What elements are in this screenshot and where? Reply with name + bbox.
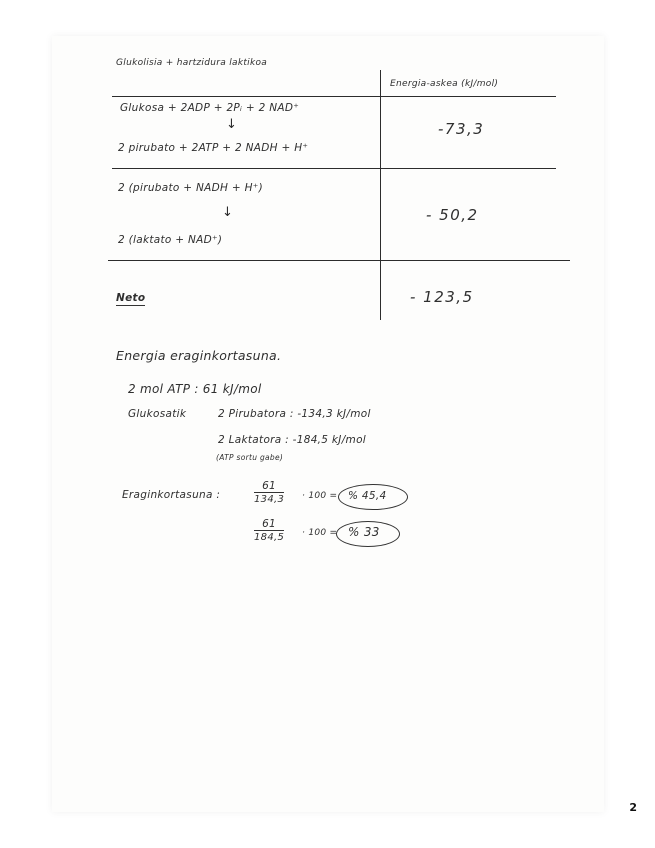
table-bottom-rule	[108, 260, 570, 261]
page-number: 2	[629, 801, 637, 814]
row2-energy: - 50,2	[426, 206, 479, 224]
calc2-fraction	[254, 518, 284, 543]
efficiency-title: Energia eraginkortasuna.	[116, 348, 282, 363]
calc1-multiply: · 100 =	[302, 491, 338, 501]
calc1-numerator: 61	[254, 480, 284, 493]
table-vertical-divider	[380, 70, 381, 320]
calc2-multiply: · 100 =	[302, 528, 338, 538]
lactate-note: (ATP sortu gabe)	[216, 453, 284, 462]
table-header-right: Energia-askea (kJ/mol)	[390, 79, 499, 89]
glucose-label: Glukosatik	[128, 408, 187, 420]
lactate-line: 2 Laktatora : -184,5 kJ/mol	[218, 434, 367, 446]
table-header-left: Glukolisia + hartzidura laktikoa	[116, 58, 268, 68]
atp-line: 2 mol ATP : 61 kJ/mol	[128, 382, 262, 396]
net-label: Neto	[116, 292, 146, 304]
calc2-denominator: 184,5	[254, 532, 285, 543]
calc2-result: % 33	[348, 525, 380, 539]
net-energy: - 123,5	[410, 288, 474, 306]
row2-arrow-icon: ↓	[222, 205, 233, 220]
row1-products: 2 pirubato + 2ATP + 2 NADH + H⁺	[118, 142, 309, 154]
row1-arrow-icon: ↓	[226, 117, 237, 132]
row1-energy: -73,3	[438, 120, 485, 138]
calc1-result: % 45,4	[348, 490, 387, 502]
formula-label: Eraginkortasuna :	[122, 489, 221, 501]
calc2-numerator: 61	[254, 518, 284, 531]
row2-reactants: 2 (pirubato + NADH + H⁺)	[118, 182, 264, 194]
calc2-result-circle	[336, 521, 400, 547]
row2-products: 2 (laktato + NAD⁺)	[118, 234, 223, 246]
calc1-result-circle	[338, 484, 408, 510]
row1-reactants: Glukosa + 2ADP + 2Pᵢ + 2 NAD⁺	[120, 102, 300, 114]
table-row-divider	[112, 168, 556, 169]
calc1-denominator: 134,3	[254, 494, 285, 505]
calc1-fraction	[254, 480, 284, 505]
table-header-rule	[112, 96, 556, 97]
pyruvate-line: 2 Pirubatora : -134,3 kJ/mol	[218, 408, 371, 420]
